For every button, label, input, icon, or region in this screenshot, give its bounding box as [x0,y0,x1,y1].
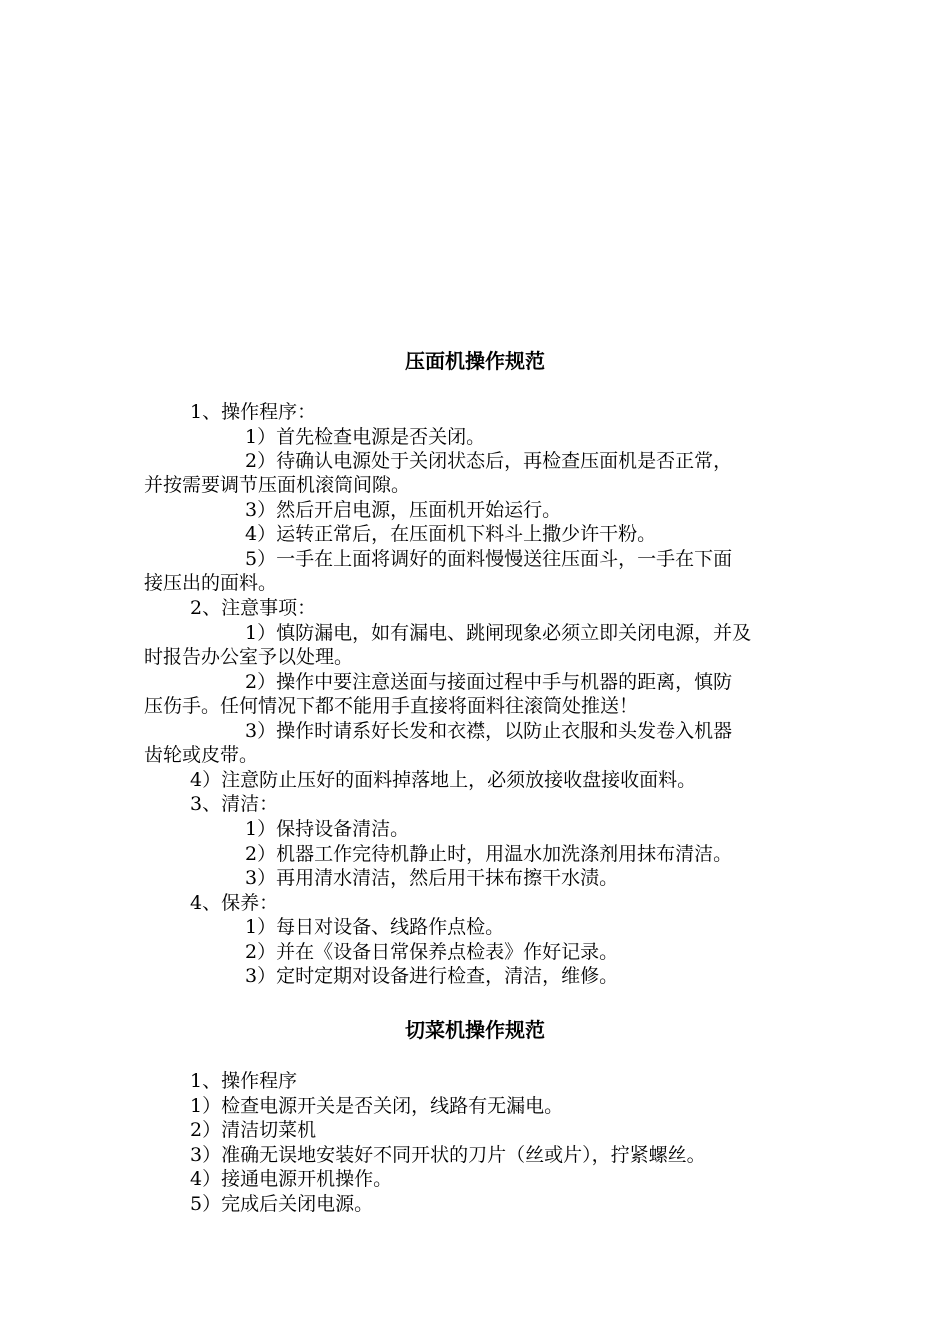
section-title-vegetable-cutter: 切菜机操作规范 [405,1018,545,1042]
text-line: 3）再用清水清洁，然后用干抹布擦干水渍。 [245,867,619,889]
text-line: 3）然后开启电源，压面机开始运行。 [245,499,562,521]
text-line: 1）首先检查电源是否关闭。 [245,426,486,448]
text-line: 2）机器工作完待机静止时，用温水加洗涤剂用抹布清洁。 [245,843,733,865]
text-line: 齿轮或皮带。 [144,744,259,766]
text-line: 4）注意防止压好的面料掉落地上，必须放接收盘接收面料。 [190,769,697,791]
text-line: 3）准确无误地安装好不同开状的刀片（丝或片），拧紧螺丝。 [190,1144,706,1166]
text-line: 1）慎防漏电，如有漏电、跳闸现象必须立即关闭电源，并及 [245,622,752,644]
heading-cleaning: 3、清洁： [190,793,279,815]
text-line: 5）一手在上面将调好的面料慢慢送往压面斗，一手在下面 [245,548,733,570]
text-line: 压伤手。任何情况下都不能用手直接将面料往滚筒处推送！ [144,695,639,717]
text-line: 1）每日对设备、线路作点检。 [245,916,505,938]
text-line: 时报告办公室予以处理。 [144,646,354,668]
text-line: 2）并在《设备日常保养点检表》作好记录。 [245,941,619,963]
text-line: 4）接通电源开机操作。 [190,1168,393,1190]
text-line: 1）检查电源开关是否关闭，线路有无漏电。 [190,1095,564,1117]
heading-operation-procedure-2: 1、操作程序 [190,1070,298,1092]
text-line: 并按需要调节压面机滚筒间隙。 [144,474,411,496]
text-line: 2）操作中要注意送面与接面过程中手与机器的距离，慎防 [245,671,733,693]
text-line: 3）操作时请系好长发和衣襟，以防止衣服和头发卷入机器 [245,720,733,742]
text-line: 3）定时定期对设备进行检查，清洁，维修。 [245,965,619,987]
text-line: 5）完成后关闭电源。 [190,1193,374,1215]
heading-precautions: 2、注意事项： [190,597,317,619]
text-line: 接压出的面料。 [144,572,278,594]
heading-operation-procedure: 1、操作程序： [190,401,317,423]
text-line: 2）清洁切菜机 [190,1119,317,1141]
text-line: 1）保持设备清洁。 [245,818,410,840]
text-line: 4）运转正常后，在压面机下料斗上撒少许干粉。 [245,523,657,545]
section-title-noodle-press: 压面机操作规范 [405,349,545,373]
text-line: 2）待确认电源处于关闭状态后，再检查压面机是否正常， [245,450,733,472]
heading-maintenance: 4、保养： [190,892,279,914]
